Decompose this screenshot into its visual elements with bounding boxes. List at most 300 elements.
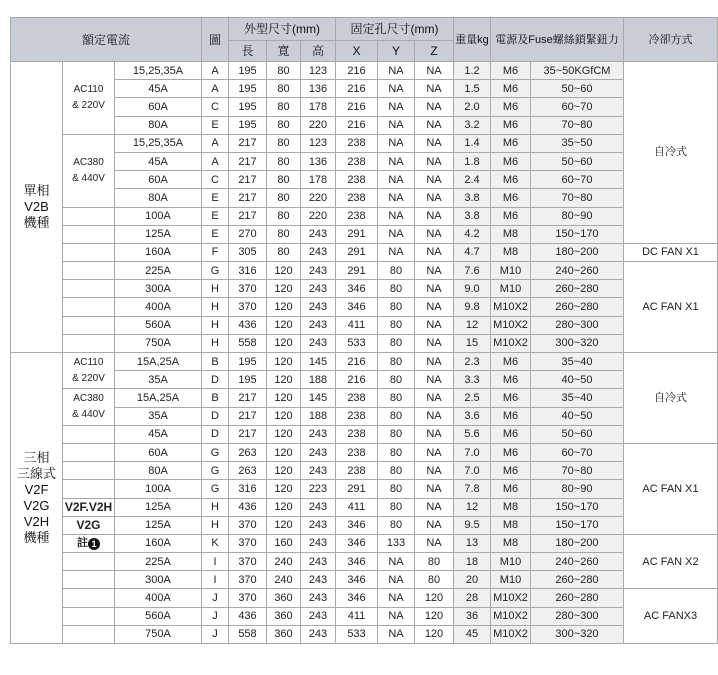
torque-cell: 240~260 (531, 262, 624, 280)
hole-x-cell: 346 (336, 280, 378, 298)
weight-cell: 3.6 (454, 407, 491, 425)
figure-cell: H (202, 516, 229, 534)
hole-y-cell: NA (378, 625, 415, 643)
height-cell: 243 (301, 280, 336, 298)
height-cell: 243 (301, 553, 336, 571)
weight-cell: 4.2 (454, 225, 491, 243)
current-cell: 45A (115, 80, 202, 98)
cooling-cell: AC FANX3 (624, 589, 718, 644)
length-cell: 263 (229, 443, 267, 461)
group-blank-13 (63, 553, 115, 571)
torque-cell: 260~280 (531, 589, 624, 607)
table-row (11, 371, 718, 389)
hole-y-cell: 80 (378, 334, 415, 352)
current-cell: 45A (115, 425, 202, 443)
weight-cell: 18 (454, 553, 491, 571)
height-cell: 243 (301, 571, 336, 589)
figure-cell: G (202, 262, 229, 280)
group-blank-14 (63, 571, 115, 589)
hole-x-cell: 216 (336, 116, 378, 134)
width-cell: 160 (267, 534, 301, 552)
screw-cell: M6 (491, 152, 531, 170)
hole-z-cell: 120 (415, 625, 454, 643)
hole-y-cell: NA (378, 189, 415, 207)
width-cell: 120 (267, 498, 301, 516)
length-cell: 436 (229, 498, 267, 516)
current-cell: 45A (115, 152, 202, 170)
screw-cell: M6 (491, 425, 531, 443)
current-cell: 100A (115, 207, 202, 225)
height-cell: 243 (301, 462, 336, 480)
screw-cell: M10X2 (491, 298, 531, 316)
current-cell: 35A (115, 371, 202, 389)
current-cell: 750A (115, 334, 202, 352)
table-row (11, 171, 718, 189)
width-cell: 80 (267, 152, 301, 170)
hole-y-cell: NA (378, 589, 415, 607)
hole-x-cell: 533 (336, 625, 378, 643)
torque-cell: 260~280 (531, 298, 624, 316)
height-cell: 243 (301, 516, 336, 534)
torque-cell: 35~40 (531, 353, 624, 371)
screw-cell: M6 (491, 371, 531, 389)
screw-cell: M10X2 (491, 316, 531, 334)
torque-cell: 150~170 (531, 516, 624, 534)
figure-cell: J (202, 625, 229, 643)
width-cell: 80 (267, 98, 301, 116)
current-cell: 225A (115, 553, 202, 571)
group-ac380-440-b: AC380 & 440V (63, 389, 115, 425)
torque-cell: 50~60 (531, 152, 624, 170)
width-cell: 120 (267, 316, 301, 334)
figure-cell: D (202, 425, 229, 443)
hole-x-cell: 216 (336, 353, 378, 371)
height-cell: 136 (301, 152, 336, 170)
width-cell: 80 (267, 243, 301, 261)
current-cell: 15A,25A (115, 389, 202, 407)
torque-cell: 35~50KGfCM (531, 62, 624, 80)
current-cell: 225A (115, 262, 202, 280)
width-cell: 120 (267, 334, 301, 352)
width-cell: 120 (267, 443, 301, 461)
weight-cell: 4.7 (454, 243, 491, 261)
hole-x-cell: 216 (336, 371, 378, 389)
screw-cell: M6 (491, 462, 531, 480)
width-cell: 120 (267, 298, 301, 316)
figure-cell: J (202, 607, 229, 625)
height-cell: 178 (301, 171, 336, 189)
torque-cell: 70~80 (531, 462, 624, 480)
hole-z-cell: NA (415, 389, 454, 407)
length-cell: 195 (229, 353, 267, 371)
current-cell: 60A (115, 98, 202, 116)
table-row (11, 589, 718, 607)
group-blank-12 (63, 480, 115, 498)
length-cell: 316 (229, 480, 267, 498)
group-v2g: V2G (63, 516, 115, 534)
hole-x-cell: 533 (336, 334, 378, 352)
header-rated-current: 額定電流 (11, 18, 202, 62)
length-cell: 217 (229, 171, 267, 189)
group-blank-3 (63, 243, 115, 261)
table-row (11, 152, 718, 170)
screw-cell: M6 (491, 62, 531, 80)
length-cell: 370 (229, 571, 267, 589)
figure-cell: G (202, 443, 229, 461)
torque-cell: 70~80 (531, 189, 624, 207)
torque-cell: 150~170 (531, 498, 624, 516)
table-row (11, 225, 718, 243)
group-blank-15 (63, 589, 115, 607)
weight-cell: 13 (454, 534, 491, 552)
length-cell: 195 (229, 80, 267, 98)
width-cell: 120 (267, 407, 301, 425)
header-z: Z (415, 41, 454, 62)
hole-z-cell: NA (415, 134, 454, 152)
hole-z-cell: NA (415, 298, 454, 316)
hole-y-cell: NA (378, 62, 415, 80)
figure-cell: H (202, 298, 229, 316)
hole-y-cell: 80 (378, 443, 415, 461)
width-cell: 120 (267, 280, 301, 298)
width-cell: 80 (267, 116, 301, 134)
hole-z-cell: 120 (415, 607, 454, 625)
width-cell: 120 (267, 425, 301, 443)
width-cell: 120 (267, 262, 301, 280)
group-blank-10 (63, 443, 115, 461)
figure-cell: E (202, 207, 229, 225)
screw-cell: M8 (491, 516, 531, 534)
width-cell: 80 (267, 80, 301, 98)
hole-z-cell: NA (415, 480, 454, 498)
height-cell: 243 (301, 498, 336, 516)
hole-x-cell: 238 (336, 189, 378, 207)
hole-x-cell: 216 (336, 98, 378, 116)
length-cell: 370 (229, 280, 267, 298)
cooling-cell: AC FAN X1 (624, 262, 718, 353)
hole-y-cell: 80 (378, 298, 415, 316)
screw-cell: M8 (491, 225, 531, 243)
screw-cell: M10 (491, 571, 531, 589)
hole-y-cell: 80 (378, 389, 415, 407)
hole-z-cell: NA (415, 243, 454, 261)
length-cell: 436 (229, 316, 267, 334)
current-cell: 100A (115, 480, 202, 498)
table-row (11, 262, 718, 280)
table-row (11, 516, 718, 534)
screw-cell: M10 (491, 553, 531, 571)
figure-cell: I (202, 571, 229, 589)
hole-z-cell: NA (415, 353, 454, 371)
hole-y-cell: NA (378, 98, 415, 116)
current-cell: 80A (115, 462, 202, 480)
height-cell: 123 (301, 62, 336, 80)
hole-y-cell: 133 (378, 534, 415, 552)
table-row (11, 298, 718, 316)
height-cell: 243 (301, 589, 336, 607)
hole-x-cell: 411 (336, 607, 378, 625)
hole-z-cell: NA (415, 316, 454, 334)
header-x: X (336, 41, 378, 62)
figure-cell: E (202, 116, 229, 134)
torque-cell: 60~70 (531, 443, 624, 461)
table-row (11, 553, 718, 571)
hole-x-cell: 216 (336, 62, 378, 80)
weight-cell: 2.5 (454, 389, 491, 407)
hole-z-cell: NA (415, 189, 454, 207)
figure-cell: A (202, 80, 229, 98)
screw-cell: M6 (491, 116, 531, 134)
current-cell: 400A (115, 589, 202, 607)
height-cell: 243 (301, 425, 336, 443)
header-outer-dims: 外型尺寸(mm) (229, 18, 336, 41)
width-cell: 120 (267, 462, 301, 480)
current-cell: 300A (115, 280, 202, 298)
hole-z-cell: 120 (415, 589, 454, 607)
group-blank-11 (63, 462, 115, 480)
group-v2f: 三相 三線式 V2F V2G V2H 機種 (11, 353, 63, 644)
current-cell: 160A (115, 243, 202, 261)
length-cell: 217 (229, 407, 267, 425)
hole-x-cell: 291 (336, 480, 378, 498)
width-cell: 120 (267, 480, 301, 498)
length-cell: 270 (229, 225, 267, 243)
figure-cell: A (202, 62, 229, 80)
hole-y-cell: NA (378, 171, 415, 189)
screw-cell: M6 (491, 134, 531, 152)
group-v2b: 單相 V2B 機種 (11, 62, 63, 353)
torque-cell: 280~300 (531, 316, 624, 334)
screw-cell: M10X2 (491, 334, 531, 352)
figure-cell: H (202, 334, 229, 352)
figure-cell: A (202, 152, 229, 170)
figure-cell: H (202, 280, 229, 298)
torque-cell: 50~60 (531, 425, 624, 443)
hole-z-cell: NA (415, 407, 454, 425)
table-row (11, 443, 718, 461)
hole-z-cell: NA (415, 171, 454, 189)
screw-cell: M6 (491, 80, 531, 98)
weight-cell: 1.8 (454, 152, 491, 170)
hole-x-cell: 238 (336, 407, 378, 425)
hole-z-cell: NA (415, 534, 454, 552)
current-cell: 15,25,35A (115, 62, 202, 80)
width-cell: 360 (267, 607, 301, 625)
length-cell: 370 (229, 516, 267, 534)
group-blank-1 (63, 207, 115, 225)
table-row (11, 316, 718, 334)
current-cell: 60A (115, 443, 202, 461)
length-cell: 195 (229, 116, 267, 134)
group-ac110-220: AC110 & 220V (63, 62, 115, 135)
height-cell: 123 (301, 134, 336, 152)
length-cell: 195 (229, 62, 267, 80)
screw-cell: M10X2 (491, 589, 531, 607)
weight-cell: 2.3 (454, 353, 491, 371)
weight-cell: 7.0 (454, 443, 491, 461)
torque-cell: 180~200 (531, 534, 624, 552)
current-cell: 125A (115, 498, 202, 516)
screw-cell: M8 (491, 534, 531, 552)
height-cell: 243 (301, 443, 336, 461)
height-cell: 178 (301, 98, 336, 116)
hole-z-cell: NA (415, 334, 454, 352)
screw-cell: M8 (491, 243, 531, 261)
group-blank-4 (63, 262, 115, 280)
figure-cell: I (202, 553, 229, 571)
current-cell: 160A (115, 534, 202, 552)
figure-cell: D (202, 371, 229, 389)
note-marker (63, 534, 115, 552)
hole-x-cell: 291 (336, 243, 378, 261)
length-cell: 370 (229, 553, 267, 571)
hole-x-cell: 291 (336, 262, 378, 280)
group-blank-16 (63, 607, 115, 625)
weight-cell: 1.4 (454, 134, 491, 152)
current-cell: 80A (115, 189, 202, 207)
group-ac110-220-b: AC110 & 220V (63, 353, 115, 389)
header-length: 長 (229, 41, 267, 62)
width-cell: 120 (267, 353, 301, 371)
table-row (11, 353, 718, 371)
weight-cell: 5.6 (454, 425, 491, 443)
screw-cell: M8 (491, 498, 531, 516)
width-cell: 240 (267, 571, 301, 589)
table-row (11, 134, 718, 152)
height-cell: 223 (301, 480, 336, 498)
figure-cell: E (202, 189, 229, 207)
torque-cell: 260~280 (531, 280, 624, 298)
height-cell: 243 (301, 625, 336, 643)
screw-cell: M10 (491, 280, 531, 298)
height-cell: 243 (301, 607, 336, 625)
hole-x-cell: 346 (336, 589, 378, 607)
width-cell: 80 (267, 62, 301, 80)
hole-z-cell: NA (415, 116, 454, 134)
table-row (11, 498, 718, 516)
width-cell: 80 (267, 171, 301, 189)
figure-cell: G (202, 462, 229, 480)
hole-y-cell: 80 (378, 516, 415, 534)
weight-cell: 15 (454, 334, 491, 352)
width-cell: 360 (267, 625, 301, 643)
hole-x-cell: 238 (336, 207, 378, 225)
cooling-cell: AC FAN X1 (624, 443, 718, 534)
current-cell: 80A (115, 116, 202, 134)
torque-cell: 300~320 (531, 625, 624, 643)
hole-y-cell: NA (378, 243, 415, 261)
height-cell: 220 (301, 116, 336, 134)
figure-cell: B (202, 353, 229, 371)
height-cell: 188 (301, 407, 336, 425)
group-blank-17 (63, 625, 115, 643)
hole-z-cell: NA (415, 262, 454, 280)
hole-x-cell: 238 (336, 152, 378, 170)
header-fuse-torque: 電源及Fuse螺絲鎖緊鈕力 (491, 18, 624, 62)
current-cell: 560A (115, 607, 202, 625)
hole-z-cell: 80 (415, 553, 454, 571)
torque-cell: 300~320 (531, 334, 624, 352)
height-cell: 243 (301, 316, 336, 334)
cooling-cell: 自冷式 (624, 353, 718, 444)
hole-y-cell: NA (378, 553, 415, 571)
length-cell: 305 (229, 243, 267, 261)
hole-z-cell: NA (415, 225, 454, 243)
table-row (11, 98, 718, 116)
hole-x-cell: 346 (336, 298, 378, 316)
weight-cell: 9.0 (454, 280, 491, 298)
current-cell: 35A (115, 407, 202, 425)
hole-y-cell: 80 (378, 371, 415, 389)
hole-z-cell: NA (415, 425, 454, 443)
length-cell: 370 (229, 298, 267, 316)
hole-x-cell: 291 (336, 225, 378, 243)
weight-cell: 45 (454, 625, 491, 643)
figure-cell: C (202, 171, 229, 189)
width-cell: 120 (267, 389, 301, 407)
torque-cell: 60~70 (531, 171, 624, 189)
torque-cell: 60~70 (531, 98, 624, 116)
header-height: 高 (301, 41, 336, 62)
hole-z-cell: 80 (415, 571, 454, 589)
table-row (11, 480, 718, 498)
screw-cell: M6 (491, 189, 531, 207)
spec-table (10, 17, 718, 644)
length-cell: 316 (229, 262, 267, 280)
length-cell: 263 (229, 462, 267, 480)
group-blank-7 (63, 316, 115, 334)
screw-cell: M6 (491, 171, 531, 189)
hole-y-cell: NA (378, 225, 415, 243)
torque-cell: 35~50 (531, 134, 624, 152)
weight-cell: 12 (454, 498, 491, 516)
length-cell: 217 (229, 152, 267, 170)
figure-cell: B (202, 389, 229, 407)
header-weight: 重量kg (454, 18, 491, 62)
table-row (11, 189, 718, 207)
height-cell: 136 (301, 80, 336, 98)
current-cell: 750A (115, 625, 202, 643)
screw-cell: M6 (491, 207, 531, 225)
screw-cell: M6 (491, 98, 531, 116)
hole-z-cell: NA (415, 371, 454, 389)
weight-cell: 1.2 (454, 62, 491, 80)
figure-cell: C (202, 98, 229, 116)
width-cell: 80 (267, 189, 301, 207)
group-blank-8 (63, 334, 115, 352)
hole-z-cell: NA (415, 207, 454, 225)
hole-x-cell: 216 (336, 80, 378, 98)
hole-x-cell: 238 (336, 389, 378, 407)
weight-cell: 3.8 (454, 207, 491, 225)
group-blank-9 (63, 425, 115, 443)
height-cell: 188 (301, 371, 336, 389)
length-cell: 217 (229, 189, 267, 207)
table-row (11, 389, 718, 407)
note-label: 註 (77, 537, 88, 550)
torque-cell: 150~170 (531, 225, 624, 243)
hole-x-cell: 346 (336, 571, 378, 589)
table-row (11, 62, 718, 80)
length-cell: 217 (229, 389, 267, 407)
height-cell: 220 (301, 189, 336, 207)
hole-y-cell: 80 (378, 316, 415, 334)
width-cell: 120 (267, 371, 301, 389)
weight-cell: 9.8 (454, 298, 491, 316)
length-cell: 370 (229, 589, 267, 607)
weight-cell: 3.8 (454, 189, 491, 207)
table-row (11, 425, 718, 443)
